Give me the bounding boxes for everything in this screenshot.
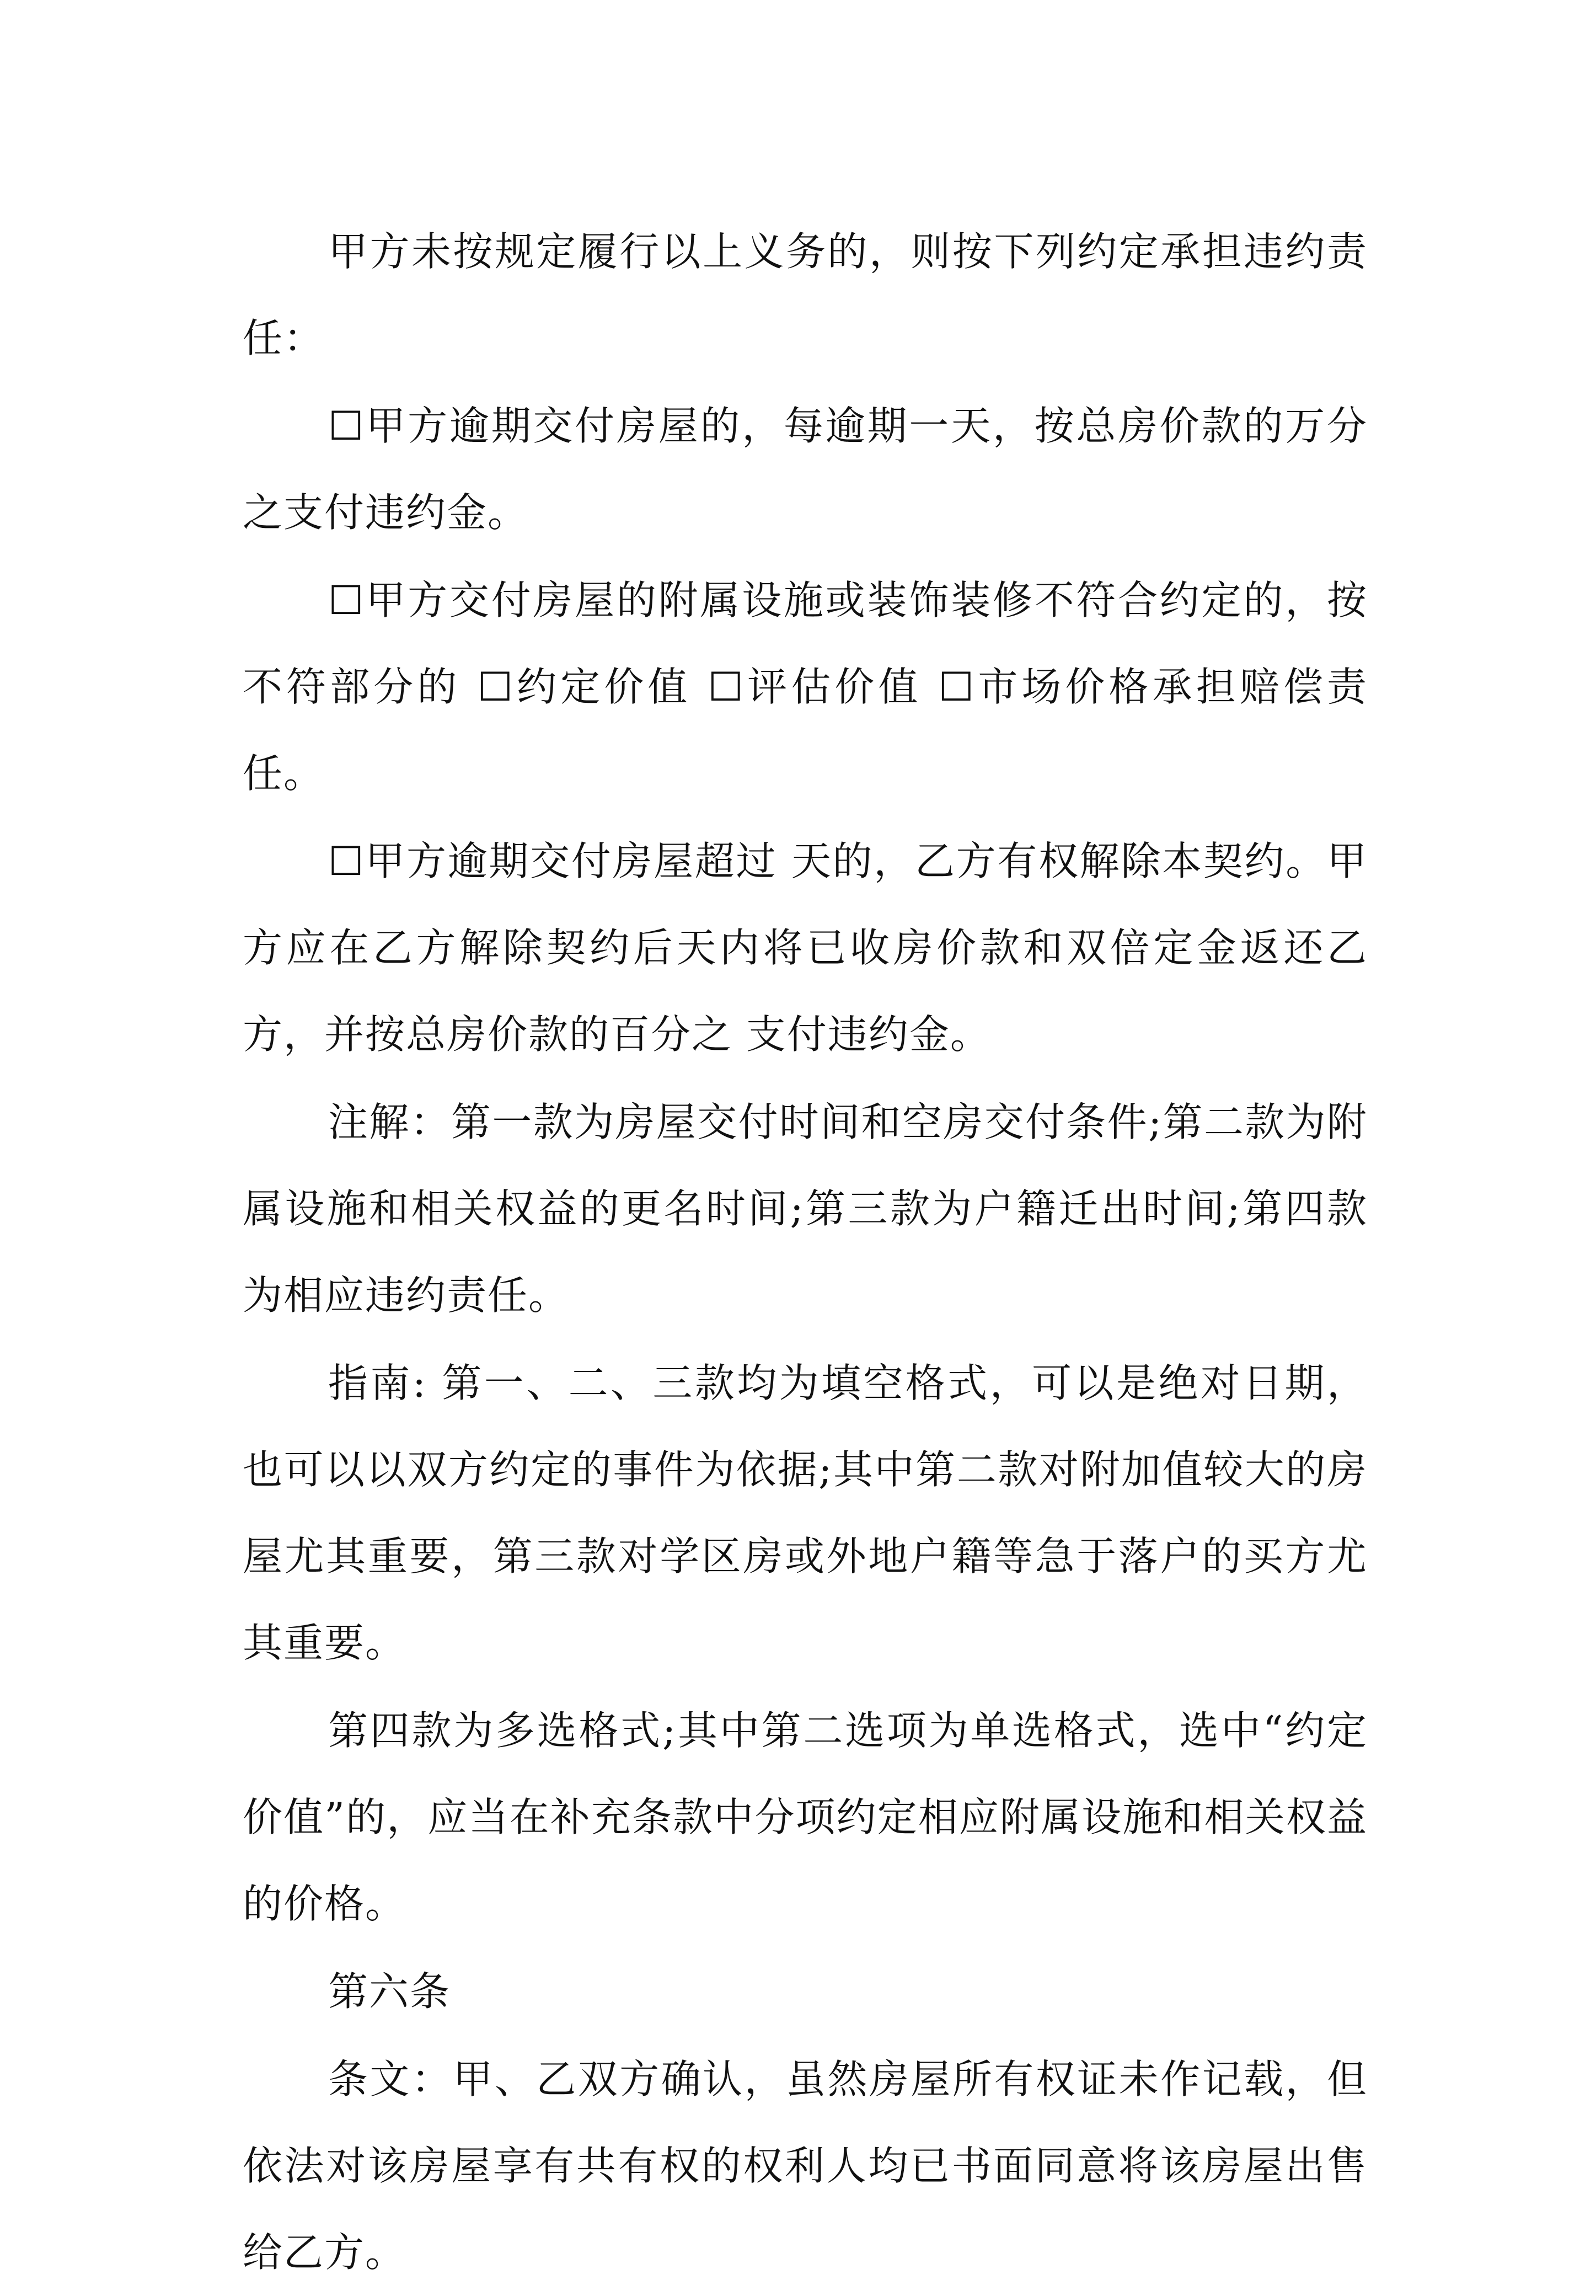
article-six-heading: 第六条 — [328, 1968, 451, 2015]
paragraph-default-liability: 甲方未按规定履行以上义务的，则按下列约定承担违约责任： — [243, 228, 1368, 361]
document-page — [243, 209, 1368, 2296]
paragraph-fourth-clause-format: 第四款为多选格式;其中第二选项为单选格式，选中“约定价值”的，应当在补充条款中分项约定相应附属设施和相关权益的价格。 — [243, 1707, 1368, 1927]
paragraph-guide: 指南: 第一、二、三款均为填空格式，可以是绝对日期，也可以以双方约定的事件为依据;其中第二款对附加值较大的房屋尤其重要，第三款对学区房或外地户籍等急于落户的买方尤其重要。 — [243, 1360, 1368, 1666]
paragraph-termination-right: ☐甲方逾期交付房屋超过 天的，乙方有权解除本契约。甲方应在乙方解除契约后天内将已收房价款和双倍定金返还乙方，并按总房价款的百分之 支付违约金。 — [243, 838, 1368, 1058]
paragraph-article-six-text: 条文：甲、乙双方确认，虽然房屋所有权证未作记载，但依法对该房屋享有共有权的权利人均已书面同意将该房屋出售给乙方。 — [243, 2056, 1368, 2276]
paragraph-facilities-nonconformity: ☐甲方交付房屋的附属设施或装饰装修不符合约定的，按不符部分的 ☐约定价值 ☐评估价值 ☐市场价格承担赔偿责任。 — [243, 577, 1368, 797]
paragraph-late-delivery: ☐甲方逾期交付房屋的，每逾期一天，按总房价款的万分之支付违约金。 — [243, 403, 1368, 536]
paragraph-annotation: 注解：第一款为房屋交付时间和空房交付条件;第二款为附属设施和相关权益的更名时间;第三款为户籍迁出时间;第四款为相应违约责任。 — [243, 1099, 1368, 1318]
